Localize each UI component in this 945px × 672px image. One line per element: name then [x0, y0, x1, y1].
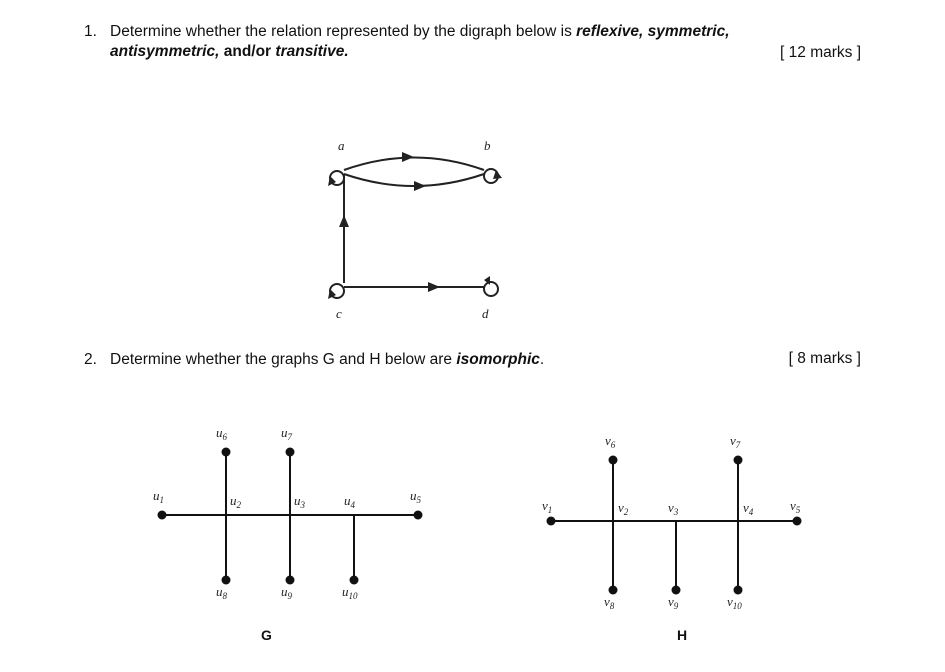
- vertex-label-b: b: [484, 138, 491, 153]
- marks-label: [ 8 marks ]: [788, 350, 861, 367]
- vertex-label: $u_7$: [281, 425, 292, 442]
- graph-h-vertices: [547, 456, 802, 595]
- question-keyword: transitive.: [275, 43, 349, 60]
- vertex-label-d: d: [482, 306, 489, 321]
- loop-d: [484, 282, 498, 296]
- vertex-v8: [609, 586, 618, 595]
- vertex-u10: [350, 576, 359, 585]
- vertex-label: $v_{10}$: [727, 594, 742, 611]
- vertex-label: $u_2$: [230, 493, 241, 510]
- question-number: 1.: [84, 23, 97, 40]
- vertex-label: $v_6$: [605, 433, 616, 450]
- vertex-label: $v_4$: [743, 500, 754, 517]
- vertex-label: $v_1$: [542, 498, 553, 515]
- question-text: Determine whether the relation represented by the digraph below is: [110, 23, 577, 40]
- vertex-label: $u_5$: [410, 488, 421, 505]
- edge-a-b: [344, 158, 484, 171]
- digraph: [328, 152, 502, 299]
- vertex-v1: [547, 517, 556, 526]
- arrow-head: [339, 215, 349, 227]
- vertex-u7: [286, 448, 295, 457]
- question-keyword: antisymmetric,: [110, 43, 220, 60]
- question-text: .: [539, 351, 545, 368]
- vertex-label: $v_5$: [790, 498, 801, 515]
- graph-h: [551, 460, 797, 590]
- vertex-label: $v_3$: [668, 500, 679, 517]
- vertex-label: $u_{10}$: [342, 584, 358, 601]
- vertex-label: $u_1$: [153, 488, 164, 505]
- graph-name-g: G: [261, 627, 272, 643]
- vertex-label: $u_8$: [216, 584, 227, 601]
- graph-g: [162, 452, 418, 580]
- vertex-v5: [793, 517, 802, 526]
- vertex-v6: [609, 456, 618, 465]
- vertex-u8: [222, 576, 231, 585]
- vertex-label: $v_8$: [604, 594, 615, 611]
- vertex-label: $u_6$: [216, 425, 227, 442]
- vertex-label: $u_9$: [281, 584, 292, 601]
- question-keyword: isomorphic: [456, 351, 540, 368]
- vertex-label: $v_9$: [668, 594, 679, 611]
- arrow-head: [428, 282, 440, 292]
- marks-label: [ 12 marks ]: [780, 44, 861, 61]
- vertex-label: $u_3$: [294, 493, 305, 510]
- vertex-v10: [734, 586, 743, 595]
- question-text: and/or: [219, 43, 276, 60]
- vertex-v7: [734, 456, 743, 465]
- question-text: Determine whether the graphs G and H below are: [110, 351, 457, 368]
- vertex-u6: [222, 448, 231, 457]
- question-keyword: reflexive, symmetric,: [576, 23, 730, 40]
- graph-name-h: H: [677, 627, 688, 643]
- vertex-label-a: a: [338, 138, 345, 153]
- vertex-label: $u_4$: [344, 493, 355, 510]
- vertex-label: $v_7$: [730, 433, 741, 450]
- vertex-u5: [414, 511, 423, 520]
- arrow-head: [414, 181, 426, 191]
- vertex-u1: [158, 511, 167, 520]
- vertex-label: $v_2$: [618, 500, 629, 517]
- question-number: 2.: [84, 351, 97, 368]
- arrow-head: [402, 152, 414, 162]
- vertex-label-c: c: [336, 306, 342, 321]
